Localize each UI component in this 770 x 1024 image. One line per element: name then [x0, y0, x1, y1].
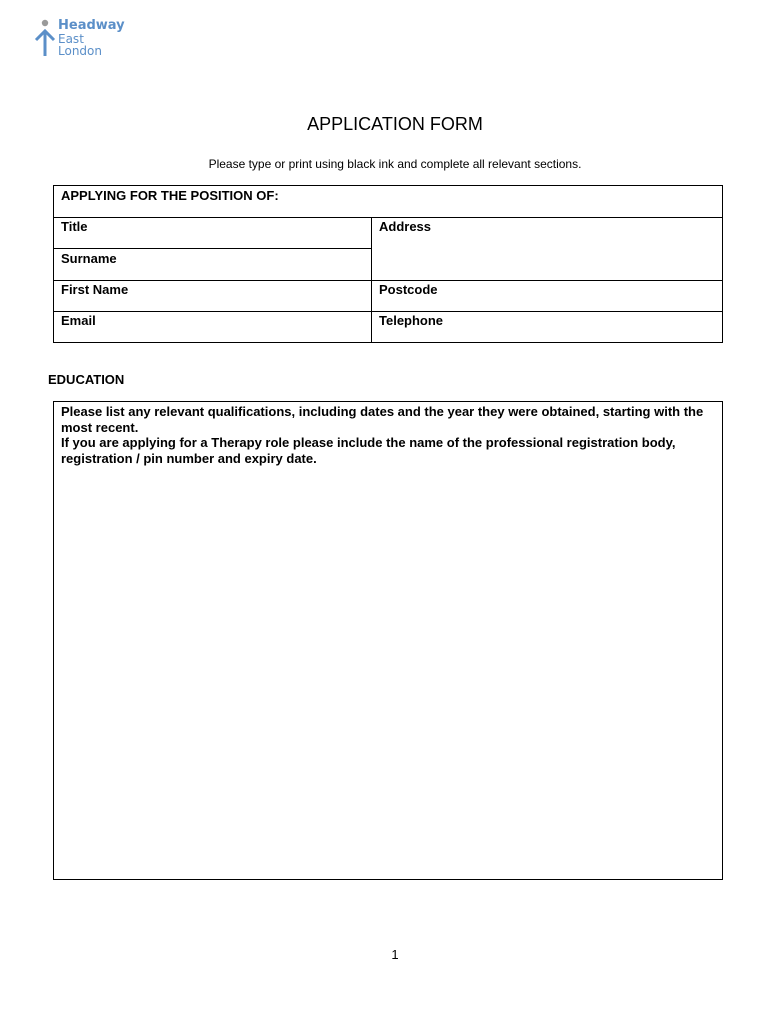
surname-label: Surname [61, 251, 117, 266]
surname-field[interactable] [54, 249, 371, 280]
email-field[interactable] [54, 311, 371, 342]
personal-details-table [53, 185, 723, 343]
postcode-field[interactable] [372, 280, 722, 311]
page-number: 1 [391, 947, 399, 962]
address-label: Address [379, 219, 432, 234]
logo-line-east: East [58, 32, 84, 46]
position-label: APPLYING FOR THE POSITION OF: [61, 188, 279, 203]
logo-text [58, 18, 125, 57]
logo-line-london: London [58, 44, 102, 58]
education-heading: EDUCATION [48, 372, 125, 387]
title-label: Title [61, 219, 88, 234]
address-field[interactable] [372, 217, 722, 280]
email-label: Email [61, 313, 96, 328]
position-field[interactable] [54, 186, 722, 217]
education-instruction-1: Please list any relevant qualifications, including dates and the year they were obtained, starting with the most recent. [61, 404, 704, 435]
title-field[interactable] [54, 217, 371, 248]
form-instructions: Please type or print using black ink and complete all relevant sections. [208, 157, 582, 171]
first-name-field[interactable] [54, 280, 371, 311]
telephone-field[interactable] [372, 311, 722, 342]
telephone-label: Telephone [379, 313, 444, 328]
logo-line-headway: Headway [58, 18, 125, 33]
form-title: APPLICATION FORM [307, 114, 483, 134]
first-name-label: First Name [61, 282, 129, 297]
education-instruction-2: If you are applying for a Therapy role please include the name of the professional registration body, registration / pin number and expiry date. [61, 435, 676, 466]
headway-logo [34, 18, 134, 60]
education-field[interactable] [53, 401, 723, 880]
headway-arrow-icon [34, 18, 56, 58]
postcode-label: Postcode [379, 282, 438, 297]
